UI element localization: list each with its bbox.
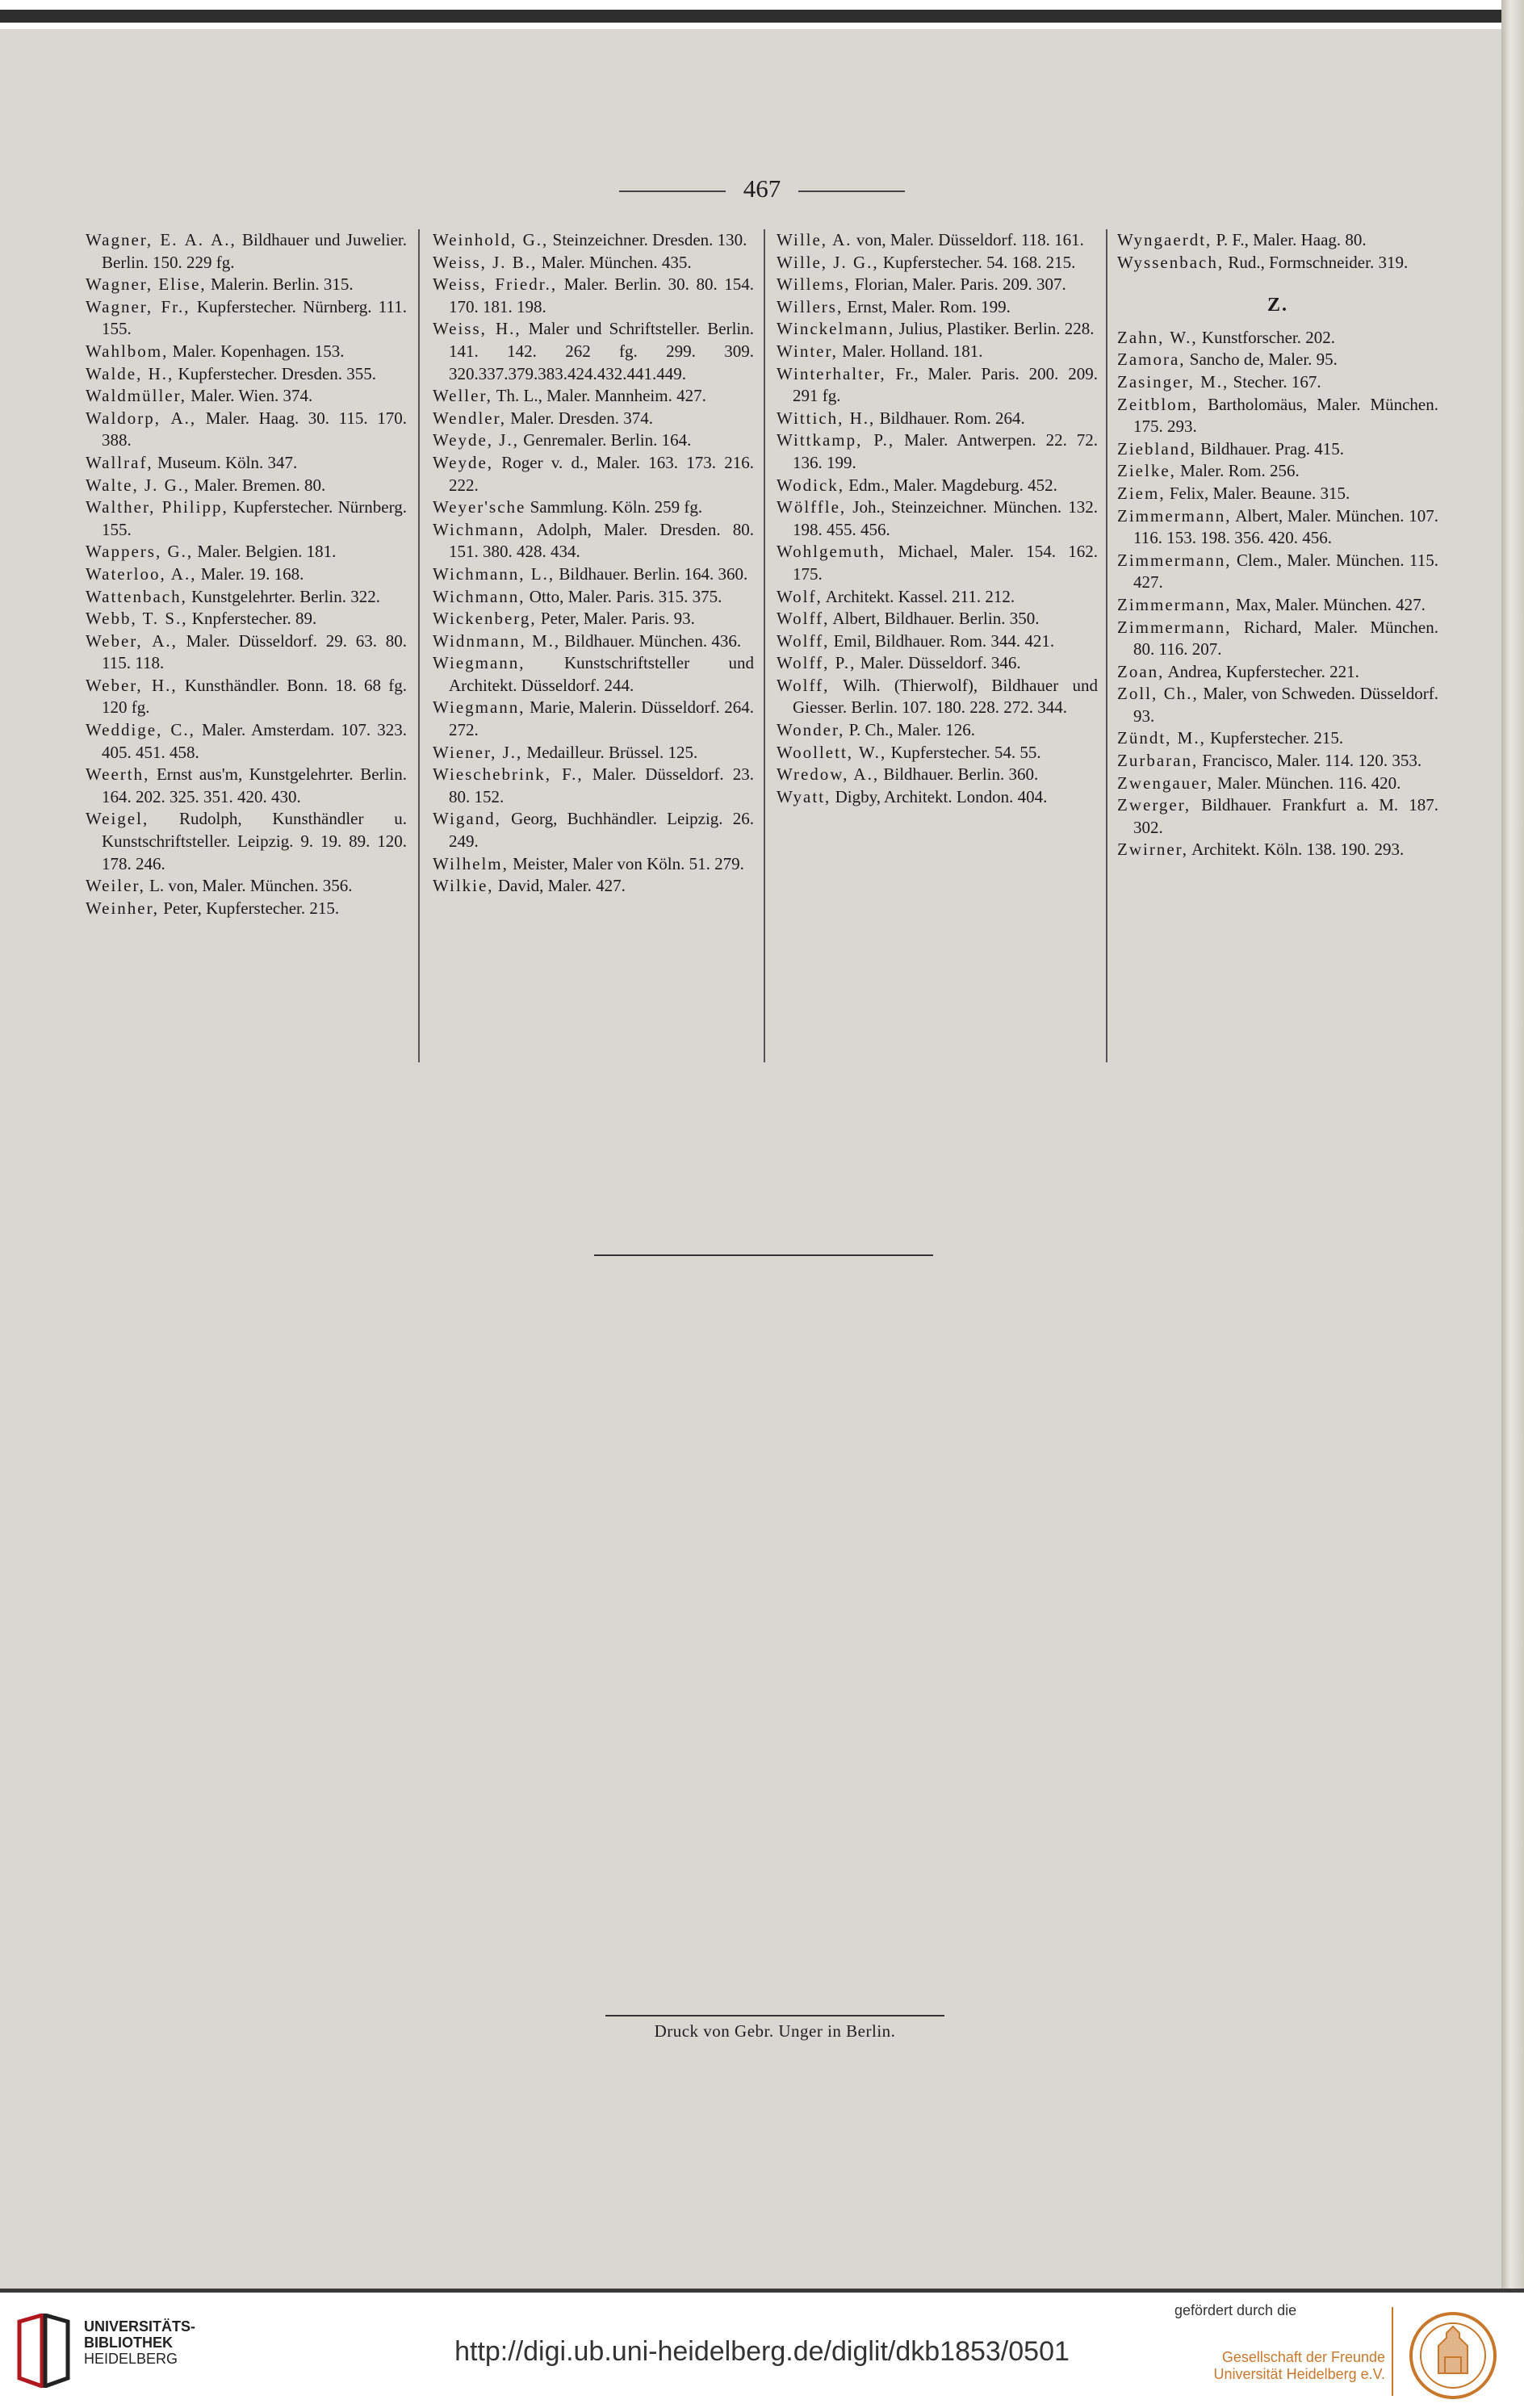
index-entry bbox=[433, 496, 754, 519]
index-entry bbox=[777, 318, 1098, 341]
index-entry bbox=[1117, 750, 1438, 773]
entry-details: Clem., Maler. München. 115. 427. bbox=[1133, 550, 1438, 593]
entry-name: Weller, bbox=[433, 386, 492, 406]
entry-details: Otto, Maler. Paris. 315. 375. bbox=[525, 586, 722, 606]
entry-name: Zwengauer, bbox=[1117, 773, 1213, 793]
entry-details: Maler und Schriftsteller. Berlin. 141. 142. 262 fg. 299. 309. 320.337.379.383.424.432.441.449. bbox=[449, 319, 754, 383]
index-entry bbox=[777, 341, 1098, 363]
entry-name: Winterhalter, bbox=[777, 363, 886, 383]
entry-details: Kunstforscher. 202. bbox=[1197, 327, 1335, 347]
entry-details: Georg, Buchhändler. Leipzig. 26. 249. bbox=[449, 809, 754, 852]
index-entry bbox=[777, 742, 1098, 764]
page-number-rule-right bbox=[798, 191, 905, 192]
society-name-line: Universität Heidelberg e.V. bbox=[1213, 2366, 1385, 2382]
entry-name: Wilhelm, bbox=[433, 853, 509, 873]
entry-details: Kupferstecher. 54. 168. 215. bbox=[878, 252, 1076, 272]
entry-details: Bildhauer. München. 436. bbox=[560, 630, 742, 651]
index-entry bbox=[433, 608, 754, 630]
column-divider bbox=[1106, 229, 1107, 1062]
index-entry bbox=[433, 429, 754, 452]
index-entry bbox=[86, 229, 407, 274]
index-entry bbox=[433, 853, 754, 876]
digitization-footer bbox=[0, 2293, 1524, 2408]
entry-details: Maler. München. 435. bbox=[537, 252, 692, 272]
entry-details: Maler, von Schweden. Düsseldorf. 93. bbox=[1133, 684, 1438, 726]
index-entry bbox=[1117, 839, 1438, 861]
end-rule bbox=[594, 1254, 933, 1256]
index-entry bbox=[86, 808, 407, 875]
entry-details: Architekt. Köln. 138. 190. 293. bbox=[1188, 840, 1405, 860]
entry-name: Wickenberg, bbox=[433, 609, 537, 629]
letter-heading: Z. bbox=[1267, 295, 1288, 316]
index-entry bbox=[86, 675, 407, 719]
entry-name: Ziebland, bbox=[1117, 438, 1196, 459]
entry-details: Peter, Kupferstecher. 215. bbox=[159, 898, 340, 918]
index-entry bbox=[433, 563, 754, 586]
entry-name: Walte, J. G., bbox=[86, 475, 190, 495]
index-entry bbox=[1117, 229, 1438, 252]
index-entry bbox=[433, 408, 754, 430]
entry-name: Zasinger, M., bbox=[1117, 371, 1229, 392]
index-entry bbox=[433, 630, 754, 653]
index-entry bbox=[1117, 661, 1438, 684]
entry-name: Wodick, bbox=[777, 475, 845, 495]
entry-details: Peter, Maler. Paris. 93. bbox=[536, 609, 695, 629]
entry-name: Zimmermann, bbox=[1117, 594, 1232, 614]
index-entry bbox=[433, 452, 754, 496]
index-entry bbox=[433, 697, 754, 741]
entry-details: Richard, Maler. München. 80. 116. 207. bbox=[1133, 617, 1438, 660]
entry-name: Wittkamp, P., bbox=[777, 430, 895, 450]
entry-details: Kunstgelehrter. Berlin. 322. bbox=[186, 586, 380, 606]
entry-details: Kunstschriftsteller und Architekt. Düsseldorf. 244. bbox=[449, 653, 754, 695]
index-entry bbox=[1117, 483, 1438, 505]
index-entry bbox=[1117, 394, 1438, 438]
index-entry bbox=[777, 475, 1098, 497]
entry-details: Fr., Maler. Paris. 200. 209. 291 fg. bbox=[793, 363, 1098, 406]
entry-details: Ernst, Maler. Rom. 199. bbox=[843, 296, 1011, 316]
index-entry bbox=[1117, 683, 1438, 727]
index-entry bbox=[86, 563, 407, 586]
entry-details: Rud., Formschneider. 319. bbox=[1224, 252, 1409, 272]
entry-details: Maler. Antwerpen. 22. 72. 136. 199. bbox=[793, 430, 1098, 472]
entry-details: Maler. Amsterdam. 107. 323. 405. 451. 458. bbox=[102, 720, 407, 762]
index-column-1 bbox=[86, 229, 407, 919]
index-entry bbox=[777, 586, 1098, 609]
entry-name: Widnmann, M., bbox=[433, 630, 561, 651]
entry-name: Weber, H., bbox=[86, 675, 178, 695]
entry-name: Zimmermann, bbox=[1117, 617, 1232, 637]
entry-name: Weinher, bbox=[86, 898, 160, 918]
index-entry bbox=[777, 429, 1098, 474]
index-entry bbox=[777, 274, 1098, 296]
entry-name: Wyatt, bbox=[777, 786, 831, 806]
index-entry bbox=[86, 630, 407, 675]
index-entry bbox=[433, 764, 754, 808]
entry-name: Wille, J. G., bbox=[777, 252, 879, 272]
entry-name: Wolff, P., bbox=[777, 653, 856, 673]
index-entry bbox=[86, 719, 407, 764]
index-entry bbox=[777, 608, 1098, 630]
entry-name: Wilkie, bbox=[433, 876, 494, 896]
index-entry bbox=[86, 586, 407, 609]
entry-name: Zeitblom, bbox=[1117, 394, 1199, 414]
index-entry bbox=[433, 586, 754, 609]
entry-details: David, Maler. 427. bbox=[493, 876, 626, 896]
entry-details: Maler. Holland. 181. bbox=[837, 341, 983, 361]
column-divider bbox=[764, 229, 765, 1062]
entry-name: Waldorp, A., bbox=[86, 408, 197, 428]
entry-details: Maler. Berlin. 30. 80. 154. 170. 181. 198. bbox=[449, 274, 754, 316]
index-entry bbox=[1117, 438, 1438, 461]
entry-details: Medailleur. Brüssel. 125. bbox=[522, 742, 698, 762]
entry-details: Maler. Dresden. 374. bbox=[506, 408, 653, 428]
entry-name: Zoll, Ch., bbox=[1117, 684, 1199, 704]
index-entry bbox=[433, 652, 754, 697]
entry-name: Weber, A., bbox=[86, 630, 178, 651]
entry-details: L. von, Maler. München. 356. bbox=[144, 876, 353, 896]
entry-details: P. Ch., Maler. 126. bbox=[844, 720, 975, 740]
entry-details: Sammlung. Köln. 259 fg. bbox=[525, 497, 703, 517]
entry-details: Maler. Belgien. 181. bbox=[193, 542, 337, 562]
index-entry bbox=[1117, 371, 1438, 394]
entry-name: Winckelmann, bbox=[777, 319, 895, 339]
entry-details: Kupferstecher. 54. 55. bbox=[886, 742, 1041, 762]
entry-details: Adolph, Maler. Dresden. 80. 151. 380. 428. 434. bbox=[449, 519, 754, 562]
entry-details: Roger v. d., Maler. 163. 173. 216. 222. bbox=[449, 452, 754, 495]
university-seal-icon bbox=[1405, 2310, 1501, 2401]
permalink-url[interactable]: http://digi.ub.uni-heidelberg.de/diglit/dkb1853/0501 bbox=[454, 2336, 1070, 2367]
footer-separator bbox=[1392, 2307, 1393, 2396]
index-column-2 bbox=[433, 229, 754, 898]
index-entry bbox=[777, 541, 1098, 585]
entry-name: Wolff, bbox=[777, 609, 830, 629]
entry-name: Wonder, bbox=[777, 720, 845, 740]
index-entry bbox=[777, 786, 1098, 809]
index-entry bbox=[1117, 594, 1438, 617]
entry-name: Weiler, bbox=[86, 876, 145, 896]
entry-name: Woollett, W., bbox=[777, 742, 887, 762]
entry-details: Ernst aus'm, Kunstgelehrter. Berlin. 164. 202. 325. 351. 420. 430. bbox=[102, 764, 407, 806]
printer-note: Druck von Gebr. Unger in Berlin. bbox=[654, 2021, 896, 2041]
library-name-line: HEIDELBERG bbox=[84, 2351, 178, 2367]
entry-name: Weyde, bbox=[433, 452, 494, 472]
entry-name: Winter, bbox=[777, 341, 838, 361]
index-entry bbox=[86, 274, 407, 296]
index-entry bbox=[433, 385, 754, 408]
entry-details: Genremaler. Berlin. 164. bbox=[518, 430, 692, 450]
entry-name: Wiegmann, bbox=[433, 653, 525, 673]
entry-name: Zoan, bbox=[1117, 661, 1165, 681]
page-right-edge bbox=[1501, 0, 1524, 2293]
entry-name: Wichmann, L., bbox=[433, 563, 555, 584]
index-entry bbox=[86, 608, 407, 630]
entry-name: Wattenbach, bbox=[86, 586, 187, 606]
society-name-line: Gesellschaft der Freunde bbox=[1221, 2349, 1385, 2365]
entry-details: Malerin. Berlin. 315. bbox=[206, 274, 354, 295]
entry-details: Kupferstecher. Dresden. 355. bbox=[174, 363, 377, 383]
entry-name: Weerth, bbox=[86, 764, 150, 785]
entry-name: Wagner, Fr., bbox=[86, 296, 190, 316]
entry-details: Florian, Maler. Paris. 209. 307. bbox=[850, 274, 1066, 295]
entry-name: Wichmann, bbox=[433, 519, 525, 539]
entry-details: Kupferstecher. Nürnberg. 155. bbox=[102, 497, 407, 539]
entry-name: Wittich, H., bbox=[777, 408, 876, 428]
entry-details: Maler. Haag. 30. 115. 170. 388. bbox=[102, 408, 408, 450]
index-entry bbox=[86, 764, 407, 808]
index-entry bbox=[433, 274, 754, 318]
entry-details: Bildhauer. Prag. 415. bbox=[1195, 438, 1345, 459]
entry-details: Bildhauer. Berlin. 360. bbox=[879, 764, 1039, 785]
index-entry bbox=[777, 652, 1098, 675]
entry-name: Wille, A. bbox=[777, 230, 852, 249]
index-entry bbox=[433, 742, 754, 764]
entry-name: Weigel, bbox=[86, 809, 149, 829]
entry-details: Digby, Architekt. London. 404. bbox=[831, 786, 1048, 806]
entry-details: Albert, Bildhauer. Berlin. 350. bbox=[829, 609, 1040, 629]
entry-name: Willems, bbox=[777, 274, 851, 295]
entry-name: Zahn, W., bbox=[1117, 327, 1198, 347]
library-name-line: BIBLIOTHEK bbox=[84, 2335, 173, 2351]
entry-details: Steinzeichner. Dresden. 130. bbox=[548, 230, 747, 249]
entry-details: Kunsthändler. Bonn. 18. 68 fg. 120 fg. bbox=[102, 675, 407, 718]
index-entry bbox=[433, 252, 754, 274]
index-entry bbox=[433, 875, 754, 898]
entry-name: Zwerger, bbox=[1117, 795, 1191, 815]
index-entry bbox=[1117, 550, 1438, 594]
entry-name: Wendler, bbox=[433, 408, 507, 428]
entry-name: Wallraf, bbox=[86, 452, 153, 472]
entry-name: Wyssenbach, bbox=[1117, 252, 1225, 272]
entry-name: Zurbaran, bbox=[1117, 751, 1199, 771]
entry-details: Bildhauer. Berlin. 164. 360. bbox=[555, 563, 748, 584]
entry-details: Michael, Maler. 154. 162. 175. bbox=[793, 542, 1098, 584]
index-entry bbox=[86, 475, 407, 497]
entry-details: Meister, Maler von Köln. 51. 279. bbox=[508, 853, 744, 873]
entry-name: Zielke, bbox=[1117, 461, 1176, 481]
entry-details: Maler. 19. 168. bbox=[196, 563, 304, 584]
entry-details: Th. L., Maler. Mannheim. 427. bbox=[492, 386, 706, 406]
entry-name: Waldmüller, bbox=[86, 386, 187, 406]
entry-name: Weinhold, G., bbox=[433, 230, 549, 249]
entry-details: Maler. München. 116. 420. bbox=[1212, 773, 1401, 793]
entry-details: Bartholomäus, Maler. München. 175. 293. bbox=[1133, 394, 1438, 437]
library-name-line: UNIVERSITÄTS- bbox=[84, 2318, 196, 2335]
page-number-rule-left bbox=[619, 191, 726, 192]
index-entry bbox=[86, 363, 407, 386]
index-entry bbox=[86, 452, 407, 475]
index-entry bbox=[86, 541, 407, 563]
entry-name: Waterloo, A., bbox=[86, 563, 197, 584]
entry-details: Felix, Maler. Beaune. 315. bbox=[1165, 483, 1350, 503]
index-entry bbox=[1117, 794, 1438, 839]
entry-name: Weyde, J., bbox=[433, 430, 519, 450]
index-entry bbox=[777, 252, 1098, 274]
index-entry bbox=[86, 496, 407, 541]
entry-name: Wagner, E. A. A., bbox=[86, 230, 237, 249]
entry-name: Zamora, bbox=[1117, 350, 1186, 370]
entry-details: Stecher. 167. bbox=[1229, 371, 1321, 392]
index-entry bbox=[1117, 773, 1438, 795]
entry-details: Maler. Düsseldorf. 346. bbox=[856, 653, 1021, 673]
entry-details: Rudolph, Kunsthändler u. Kunstschriftsteller. Leipzig. 9. 19. 89. 120. 178. 246. bbox=[102, 809, 407, 873]
entry-details: von, Maler. Düsseldorf. 118. 161. bbox=[852, 230, 1084, 249]
index-entry bbox=[433, 519, 754, 563]
entry-details: Maler. Düsseldorf. 29. 63. 80. 115. 118. bbox=[102, 630, 407, 673]
entry-name: Wredow, A., bbox=[777, 764, 880, 785]
entry-details: Museum. Köln. 347. bbox=[153, 452, 298, 472]
entry-name: Weiss, H., bbox=[433, 319, 521, 339]
entry-details: Joh., Steinzeichner. München. 132. 198. 455. 456. bbox=[793, 497, 1098, 539]
index-entry bbox=[86, 296, 407, 341]
index-entry bbox=[1117, 727, 1438, 750]
entry-details: Sancho de, Maler. 95. bbox=[1185, 350, 1338, 370]
entry-details: Julius, Plastiker. Berlin. 228. bbox=[894, 319, 1095, 339]
entry-details: Maler. Wien. 374. bbox=[186, 386, 313, 406]
index-entry bbox=[777, 296, 1098, 319]
index-entry bbox=[777, 764, 1098, 786]
index-entry bbox=[86, 898, 407, 920]
index-entry bbox=[777, 675, 1098, 719]
entry-details: Maler. Kopenhagen. 153. bbox=[168, 341, 345, 361]
entry-name: Zwirner, bbox=[1117, 840, 1189, 860]
entry-name: Walther, Philipp, bbox=[86, 497, 228, 517]
entry-name: Webb, T. S., bbox=[86, 609, 188, 629]
entry-details: Knpferstecher. 89. bbox=[187, 609, 317, 629]
entry-name: Weddige, C., bbox=[86, 720, 195, 740]
entry-name: Wigand, bbox=[433, 809, 501, 829]
index-column-4 bbox=[1117, 229, 1438, 861]
index-entry bbox=[86, 408, 407, 452]
entry-name: Willers, bbox=[777, 296, 844, 316]
entry-details: Maler. Rom. 256. bbox=[1175, 461, 1300, 481]
entry-name: Wagner, Elise, bbox=[86, 274, 207, 295]
entry-name: Wölffle, bbox=[777, 497, 847, 517]
entry-name: Ziem, bbox=[1117, 483, 1166, 503]
entry-name: Wappers, G., bbox=[86, 542, 194, 562]
entry-name: Wyngaerdt, bbox=[1117, 230, 1212, 249]
index-entry bbox=[1117, 349, 1438, 371]
entry-name: Wahlbom, bbox=[86, 341, 169, 361]
entry-name: Weiss, Friedr., bbox=[433, 274, 558, 295]
entry-details: P. F., Maler. Haag. 80. bbox=[1212, 230, 1367, 249]
entry-name: Walde, H., bbox=[86, 363, 174, 383]
entry-details: Albert, Maler. München. 107. 116. 153. 198. 356. 420. 456. bbox=[1133, 505, 1438, 548]
index-entry bbox=[777, 719, 1098, 742]
entry-details: Emil, Bildhauer. Rom. 344. 421. bbox=[829, 630, 1055, 651]
index-entry bbox=[433, 229, 754, 252]
index-entry bbox=[433, 808, 754, 852]
entry-name: Wiener, J., bbox=[433, 742, 523, 762]
page-top-edge bbox=[0, 0, 1524, 32]
entry-details: Maler. Düsseldorf. 23. 80. 152. bbox=[449, 764, 754, 806]
entry-details: Andrea, Kupferstecher. 221. bbox=[1164, 661, 1359, 681]
entry-details: Maler. Bremen. 80. bbox=[190, 475, 326, 495]
society-name bbox=[1185, 2349, 1385, 2383]
entry-name: Zündt, M., bbox=[1117, 728, 1206, 748]
entry-details: Kupferstecher. 215. bbox=[1205, 728, 1344, 748]
entry-name: Zimmermann, bbox=[1117, 505, 1232, 526]
page-number bbox=[0, 174, 1524, 203]
entry-details: Architekt. Kassel. 211. 212. bbox=[822, 586, 1015, 606]
index-column-3 bbox=[777, 229, 1098, 808]
index-entry bbox=[1117, 460, 1438, 483]
page-number-text: 467 bbox=[743, 174, 781, 203]
entry-name: Wiegmann, bbox=[433, 697, 525, 718]
entry-details: Edm., Maler. Magdeburg. 452. bbox=[844, 475, 1057, 495]
printer-rule bbox=[605, 2015, 944, 2016]
entry-details: Francisco, Maler. 114. 120. 353. bbox=[1198, 751, 1422, 771]
index-entry bbox=[777, 496, 1098, 541]
entry-details: Bildhauer. Frankfurt a. M. 187. 302. bbox=[1133, 795, 1438, 837]
index-entry bbox=[777, 630, 1098, 653]
entry-name: Zimmermann, bbox=[1117, 550, 1232, 570]
entry-name: Wichmann, bbox=[433, 586, 525, 606]
entry-name: Wohlgemuth, bbox=[777, 542, 886, 562]
entry-name: Wolff, bbox=[777, 630, 830, 651]
index-entry bbox=[1117, 505, 1438, 550]
entry-details: Bildhauer und Juwelier. Berlin. 150. 229 fg. bbox=[102, 230, 408, 272]
index-entry bbox=[86, 341, 407, 363]
index-entry bbox=[777, 229, 1098, 252]
index-entry bbox=[1117, 252, 1438, 274]
entry-details: Marie, Malerin. Düsseldorf. 264. 272. bbox=[449, 697, 754, 740]
entry-details: Kupferstecher. Nürnberg. 111. 155. bbox=[102, 296, 408, 339]
index-entry bbox=[777, 408, 1098, 430]
entry-name: Weiss, J. B., bbox=[433, 252, 538, 272]
index-entry bbox=[1117, 617, 1438, 661]
entry-name: Wolf, bbox=[777, 586, 823, 606]
index-entry bbox=[86, 385, 407, 408]
entry-name: Weyer'sche bbox=[433, 497, 526, 517]
index-entry bbox=[86, 875, 407, 898]
entry-name: Wieschebrink, F., bbox=[433, 764, 584, 785]
index-entry bbox=[1117, 327, 1438, 350]
index-entry bbox=[433, 318, 754, 385]
index-entry bbox=[777, 363, 1098, 408]
entry-details: Bildhauer. Rom. 264. bbox=[875, 408, 1025, 428]
entry-name: Wolff, bbox=[777, 675, 830, 695]
entry-details: Max, Maler. München. 427. bbox=[1231, 594, 1426, 614]
funded-by-label: gefördert durch die bbox=[1174, 2302, 1297, 2318]
column-divider bbox=[418, 229, 420, 1062]
entry-details: Wilh. (Thierwolf), Bildhauer und Giesser. Berlin. 107. 180. 228. 272. 344. bbox=[793, 675, 1098, 718]
